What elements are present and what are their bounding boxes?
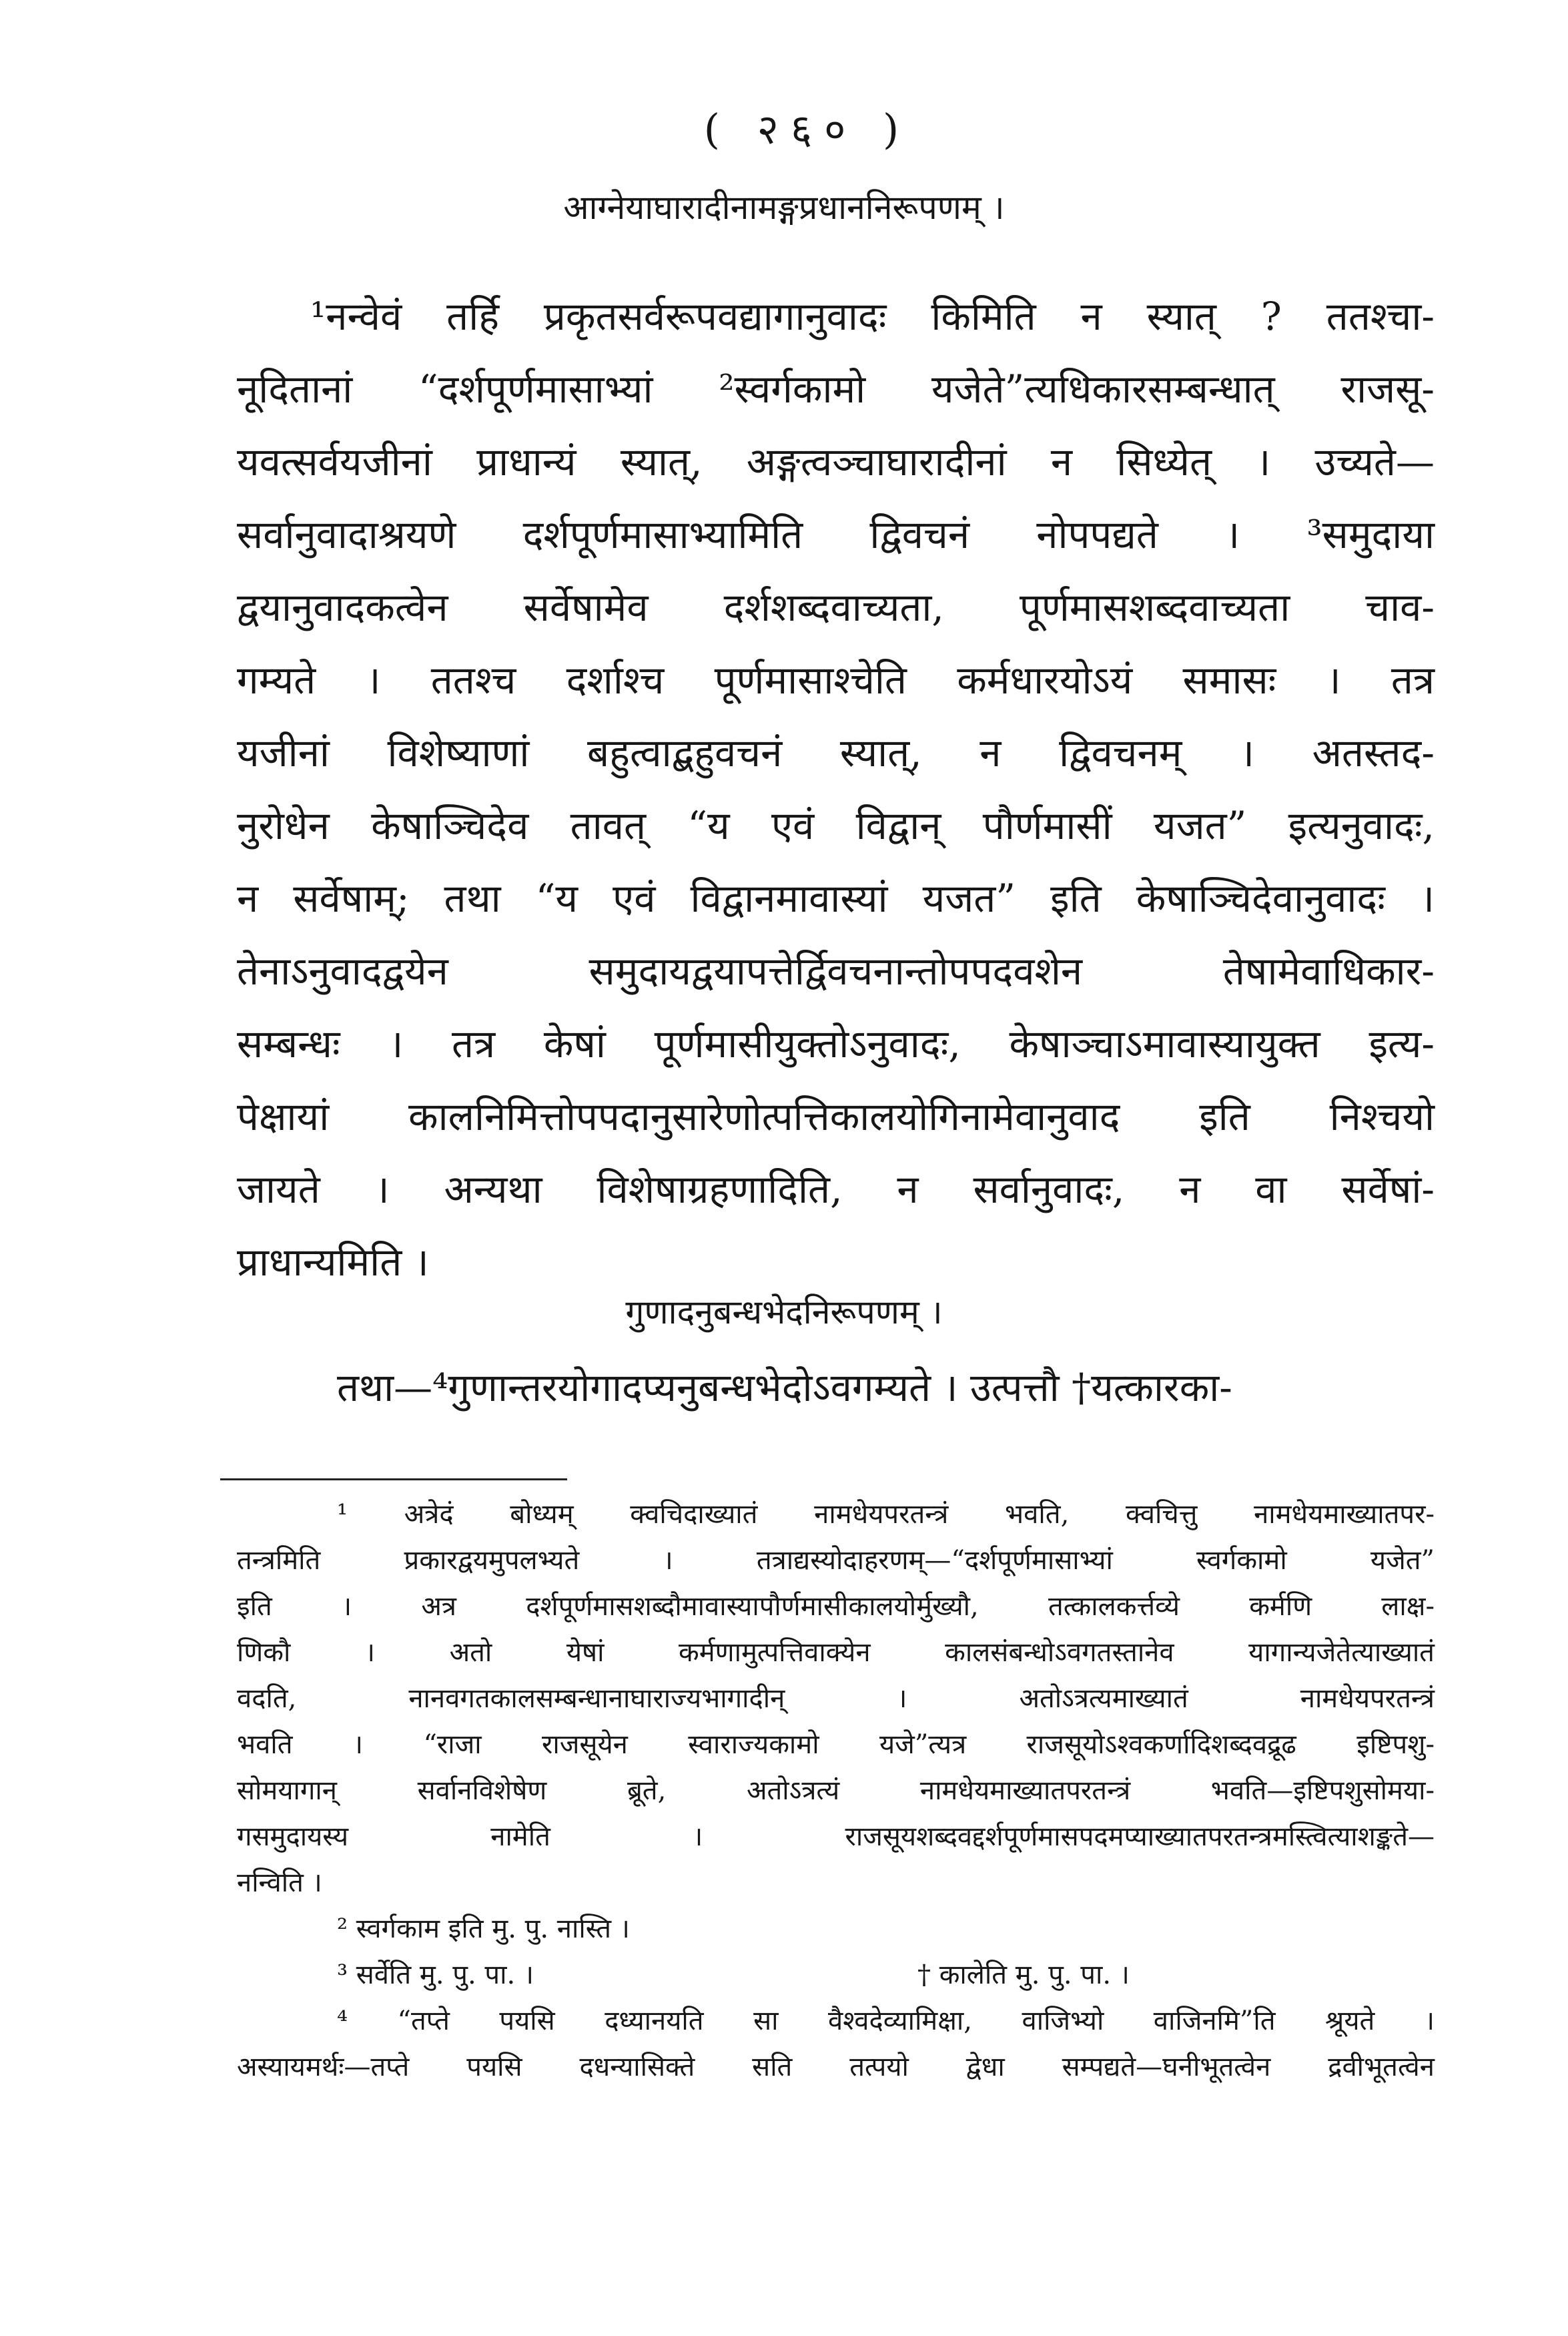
- footnote-line: वदति, नानवगतकालसम्बन्धानाघाराज्यभागादीन् । अतोऽत्रत्यमाख्यातं नामधेयपरतन्त्रं: [237, 1683, 1435, 1714]
- footnote-line: नन्विति ।: [237, 1867, 322, 1898]
- body-line: पेक्षायां कालनिमित्तोपपदानुसारेणोत्पत्तिकालयोगिनामेवानुवाद इति निश्चयो: [237, 1094, 1435, 1139]
- body-line: न सर्वेषाम्; तथा “य एवं विद्वानमावास्यां यजत” इति केषाञ्चिदेवानुवादः ।: [237, 876, 1435, 921]
- footnote-line: सोमयागान् सर्वानविशेषेण ब्रूते, अतोऽत्रत्यं नामधेयमाख्यातपरतन्त्रं भवति—इष्टिपशुसोमया-: [237, 1775, 1435, 1806]
- footnotes: [237, 1492, 1435, 2090]
- section-heading-2: गुणादनुबन्धभेदनिरूपणम् ।: [625, 1293, 943, 1332]
- body-line: यजीनां विशेष्याणां बहुत्वाद्बहुवचनं स्यात्, न द्विवचनम् । अतस्तद-: [237, 730, 1435, 776]
- section-2-body: [237, 1352, 1435, 1424]
- body-line: जायते । अन्यथा विशेषाग्रहणादिति, न सर्वानुवादः, न वा सर्वेषां-: [237, 1167, 1435, 1212]
- body-line: सम्बन्धः । तत्र केषां पूर्णमासीयुक्तोऽनुवादः, केषाञ्चाऽमावास्यायुक्त इत्य-: [237, 1021, 1435, 1067]
- body-line: तथा—⁴गुणान्तरयोगादप्यनुबन्धभेदोऽवगम्यते । उत्पत्तौ †यत्कारका-: [337, 1365, 1232, 1410]
- body-line: सर्वानुवादाश्रयणे दर्शपूर्णमासाभ्यामिति द्विवचनं नोपपद्यते । ³समुदाया: [237, 512, 1435, 557]
- footnote-4-line: अस्यायमर्थः—तप्ते पयसि दधन्यासिक्ते सति तत्पयो द्वेधा सम्पद्यते—घनीभूतत्वेन द्रवीभूतत्वेन: [237, 2052, 1435, 2082]
- footnote-rule: [220, 1478, 567, 1480]
- footnote-line: गसमुदायस्य नामेति । राजसूयशब्दवद्दर्शपूर्णमासपदमप्याख्यातपरतन्त्रमस्त्वित्याशङ्कते—: [237, 1821, 1435, 1852]
- footnote-dagger: † कालेति मु. पु. पा. ।: [917, 1960, 1130, 1990]
- footnote-line: इति । अत्र दर्शपूर्णमासशब्दौमावास्यापौर्णमासीकालयोर्मुख्यौ, तत्कालकर्त्तव्ये कर्मणि लाक्ष-: [237, 1591, 1435, 1622]
- body-line: यवत्सर्वयजीनां प्राधान्यं स्यात्, अङ्गत्वञ्चाघारादीनां न सिध्येत् । उच्यते—: [237, 439, 1435, 485]
- footnote-4-line: ⁴ “तप्ते पयसि दध्यानयति सा वैश्वदेव्यामिक्षा, वाजिभ्यो वाजिनमि”ति श्रूयते ।: [337, 2006, 1435, 2036]
- footnote-3: ³ सर्वेति मु. पु. पा. ।: [337, 1960, 534, 1990]
- body-line: नुरोधेन केषाञ्चिदेव तावत् “य एवं विद्वान् पौर्णमासीं यजत” इत्यनुवादः,: [237, 803, 1435, 848]
- body-line: तेनाऽनुवादद्वयेन समुदायद्वयापत्तेर्द्विवचनान्तोपपदवशेन तेषामेवाधिकार-: [237, 948, 1435, 994]
- body-line: गम्यते । ततश्च दर्शाश्च पूर्णमासाश्चेति कर्मधारयोऽयं समासः । तत्र: [237, 657, 1435, 703]
- footnote-2: ² स्वर्गकाम इति मु. पु. नास्ति ।: [337, 1914, 630, 1944]
- footnote-line: तन्त्रमिति प्रकारद्वयमुपलभ्यते । तत्राद्यस्योदाहरणम्—“दर्शपूर्णमासाभ्यां स्वर्गकामो यजेत”: [237, 1545, 1435, 1576]
- footnote-3-row: [237, 1952, 1435, 1998]
- body-line: ¹नन्वेवं तर्हि प्रकृतसर्वरूपवद्यागानुवादः किमिति न स्यात् ? ततश्चा-: [310, 294, 1435, 339]
- section-heading-1: आग्नेयाघारादीनामङ्गप्रधाननिरूपणम् ।: [563, 188, 1005, 227]
- footnote-line: ¹ अत्रेदं बोध्यम् क्वचिदाख्यातं नामधेयपरतन्त्रं भवति, क्वचित्तु नामधेयमाख्यातपर-: [337, 1499, 1435, 1530]
- section-1-body: [237, 280, 1435, 1299]
- page-number: ( २६० ): [703, 105, 911, 154]
- body-line: प्राधान्यमिति ।: [237, 1239, 429, 1285]
- body-line: द्वयानुवादकत्वेन सर्वेषामेव दर्शशब्दवाच्यता, पूर्णमासशब्दवाच्यता चाव-: [237, 585, 1435, 630]
- body-line: नूदितानां “दर्शपूर्णमासाभ्यां ²स्वर्गकामो यजेते”त्यधिकारसम्बन्धात् राजसू-: [237, 366, 1435, 412]
- footnote-line: भवति । “राजा राजसूयेन स्वाराज्यकामो यजे”त्यत्र राजसूयोऽश्वकर्णादिशब्दवद्रूढ इष्टिपशु-: [237, 1729, 1435, 1760]
- footnote-line: णिकौ । अतो येषां कर्मणामुत्पत्तिवाक्येन कालसंबन्धोऽवगतस्तानेव यागान्यजेतेत्याख्यातं: [237, 1637, 1435, 1668]
